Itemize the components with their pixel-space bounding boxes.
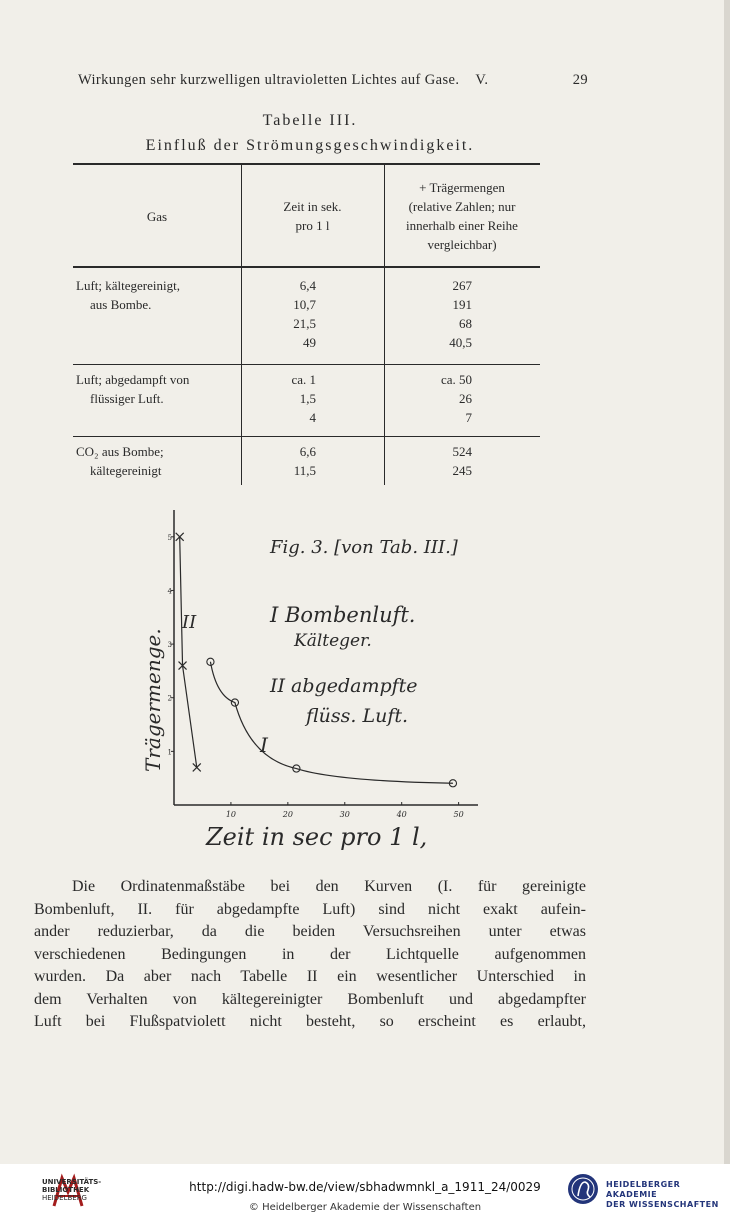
table-group-rule <box>73 436 540 437</box>
row-times: 6,6 11,5 <box>293 444 316 478</box>
library-name: UNIVERSITÄTS- BIBLIOTHEK HEIDELBERG <box>42 1178 102 1202</box>
x-tick-label: 30 <box>339 810 350 819</box>
x-tick-label: 40 <box>396 810 407 819</box>
y-axis-label: Trägermenge. <box>141 628 165 772</box>
y-tick-label: 3 <box>167 641 172 650</box>
x-tick-label: 10 <box>225 810 237 819</box>
body-line: dem Verhalten von kältegereinigter Bombenluft und abgedampfter <box>34 990 586 1008</box>
running-title: Wirkungen sehr kurzwelligen ultravioletten Lichtes auf Gase. <box>78 72 460 88</box>
row-gas: CO₂ aus Bombe; kältegereinigt <box>76 444 164 478</box>
page-number: 29 <box>572 72 588 88</box>
body-line: Luft bei Flußspatviolett nicht besteht, so erscheint es erlaubt, <box>34 1013 586 1030</box>
body-paragraph <box>34 876 586 1034</box>
body-line: wurden. Da aber nach Tabelle II ein wesentlicher Unterschied in <box>34 968 586 985</box>
row-carriers: 267 191 68 40,5 <box>449 278 472 350</box>
legend-line: I Bombenluft. <box>270 603 416 627</box>
row-gas: Luft; abgedampft von flüssiger Luft. <box>76 372 190 406</box>
body-line: Bombenluft, II. für abgedampfte Luft) sind nicht exakt aufein- <box>34 900 586 918</box>
curve-II <box>180 537 197 768</box>
x-tick-label: 50 <box>453 810 464 819</box>
footer <box>0 1164 730 1219</box>
source-url-link[interactable]: http://digi.hadw-bw.de/view/sbhadwmnkl_a_1911_24/0029 <box>189 1180 541 1194</box>
table-top-rule <box>73 163 540 165</box>
figure-3-chart <box>130 500 500 870</box>
legend-line: Kälteger. <box>294 631 372 651</box>
y-tick-label: 1 <box>167 748 172 757</box>
table-header-rule <box>73 266 540 268</box>
curve-label-II: II <box>182 612 197 633</box>
legend-line: II abgedampfte <box>270 675 418 697</box>
row-gas: Luft; kältegereinigt, aus Bombe. <box>76 278 180 312</box>
row-carriers: ca. 50 26 7 <box>440 372 472 425</box>
figure-caption: Fig. 3. [von Tab. III.] <box>270 537 458 558</box>
x-tick-label: 20 <box>282 810 293 819</box>
x-axis-label: Zeit in sec pro 1 l, <box>206 823 428 851</box>
chapter-number: V. <box>475 72 489 88</box>
copyright: © Heidelberger Akademie der Wissenschaften <box>248 1202 482 1213</box>
row-times: 6,4 10,7 21,5 49 <box>293 278 316 350</box>
row-carriers: 524 245 <box>452 444 472 478</box>
y-tick-label: 2 <box>167 694 172 703</box>
body-line: verschiedenen Bedingungen in der Lichtquelle aufgenommen <box>34 945 586 963</box>
header-time: Zeit in sek. pro 1 l <box>283 199 342 233</box>
y-tick-label: 4 <box>167 587 172 596</box>
y-tick-label: 5 <box>167 533 172 542</box>
header-carrier: + Trägermengen (relative Zahlen; nur innerhalb einer Reihe vergleichbar) <box>406 180 518 252</box>
legend-line: flüss. Luft. <box>306 705 409 727</box>
header-gas: Gas <box>146 209 168 224</box>
body-line: Die Ordinatenmaßstäbe bei den Kurven (I. für gereinigte <box>72 878 586 895</box>
running-head <box>78 72 588 89</box>
academy-name: HEIDELBERGER AKADEMIE DER WISSENSCHAFTEN <box>606 1180 719 1209</box>
table-group-rule <box>73 364 540 365</box>
table-number: Tabelle III. <box>262 112 358 129</box>
curve-label-I: I <box>260 733 268 757</box>
page-edge <box>724 0 730 1164</box>
row-times: ca. 1 1,5 4 <box>291 372 316 425</box>
table-title: Einfluß der Strömungsgeschwindigkeit. <box>145 137 475 154</box>
academy-seal-icon <box>566 1172 600 1206</box>
body-line: ander reduzierbar, da die beiden Versuchsreihen unter etwas <box>34 923 586 940</box>
